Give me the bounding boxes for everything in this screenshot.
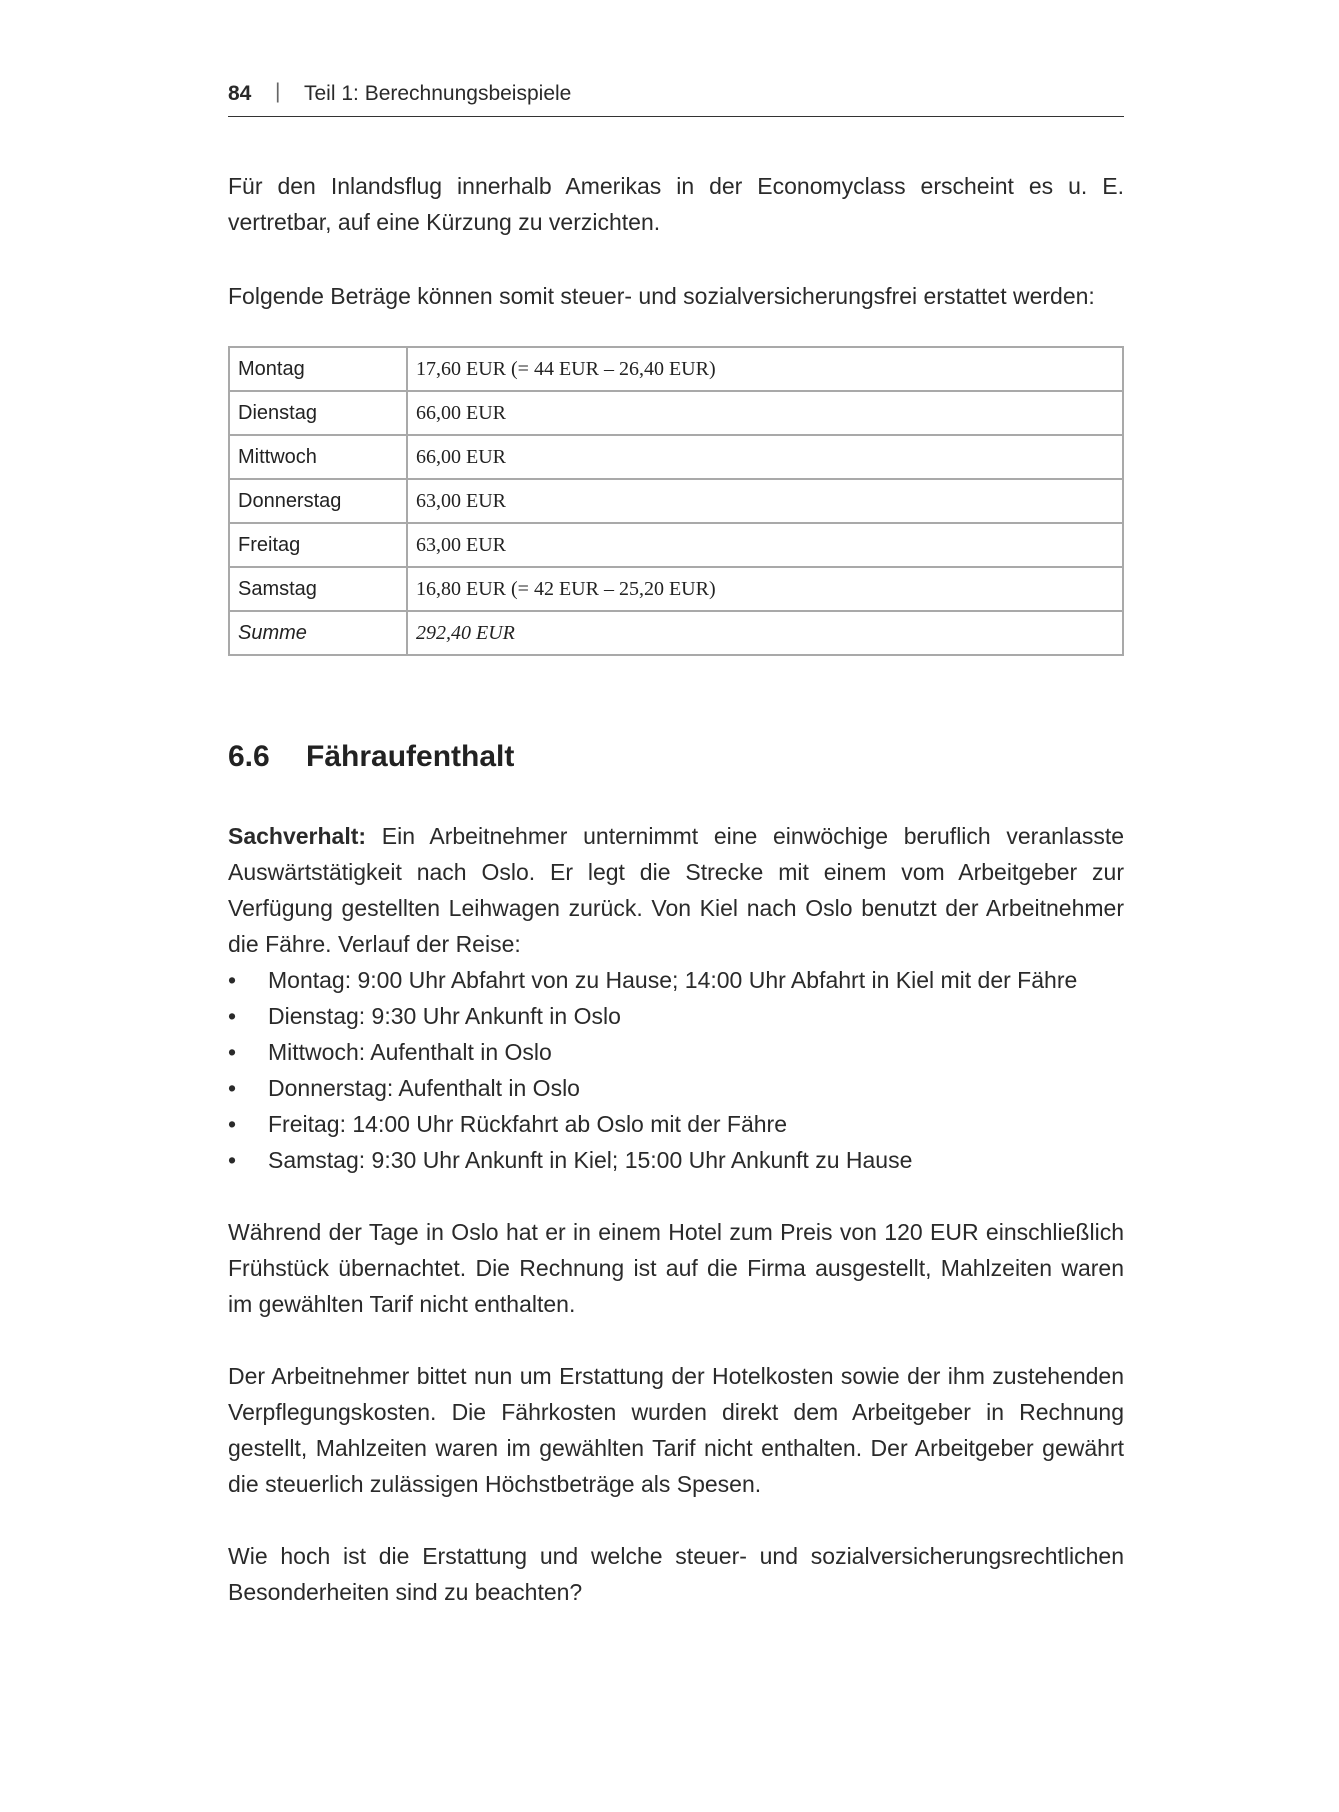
day-cell: Dienstag: [229, 391, 407, 435]
trip-itinerary-list: [228, 962, 1124, 1178]
day-cell: Mittwoch: [229, 435, 407, 479]
list-item-text: Dienstag: 9:30 Uhr Ankunft in Oslo: [268, 1003, 621, 1029]
facts-text: Ein Arbeitnehmer unternimmt eine einwöchige beruflich veranlasste Auswärtstätigkeit nach Oslo. Er legt die Strecke mit einem vom Arbeitgeber zur Verfügung gestellten Leihwagen zurück. Von Kiel nach Oslo benutzt der Arbeitnehmer die Fähre. Verlauf der Reise:: [228, 823, 1124, 957]
list-item-text: Montag: 9:00 Uhr Abfahrt von zu Hause; 14:00 Uhr Abfahrt in Kiel mit der Fähre: [268, 967, 1078, 993]
day-cell: Freitag: [229, 523, 407, 567]
reimbursement-table: [228, 346, 1124, 656]
section-title: Fähraufenthalt: [306, 740, 515, 773]
table-row: [229, 391, 1123, 435]
sum-label: Summe: [229, 611, 407, 655]
sum-row: [229, 611, 1123, 655]
running-title: Teil 1: Berechnungsbeispiele: [304, 82, 572, 105]
amount-cell: 16,80 EUR (= 42 EUR – 25,20 EUR): [407, 567, 1123, 611]
list-item-text: Mittwoch: Aufenthalt in Oslo: [268, 1039, 552, 1065]
table-intro-paragraph: Folgende Beträge können somit steuer- und sozialversicherungsfrei erstattet werden:: [228, 283, 1095, 309]
table-row: [229, 523, 1123, 567]
bullet-icon: •: [228, 1003, 237, 1029]
day-cell: Donnerstag: [229, 479, 407, 523]
page-header: [228, 78, 1124, 117]
list-item: [228, 1070, 1124, 1106]
day-cell: Samstag: [229, 567, 407, 611]
list-item: [228, 1034, 1124, 1070]
page-number: 84: [228, 82, 252, 105]
facts-paragraph: [228, 818, 1124, 962]
bullet-icon: •: [228, 967, 237, 993]
hotel-paragraph: Während der Tage in Oslo hat er in einem Hotel zum Preis von 120 EUR einschließlich Frühstück übernachtet. Die Rechnung ist auf die Firma ausgestellt, Mahlzeiten waren im gewählten Tarif nicht enthalten.: [228, 1219, 1124, 1317]
table-row: [229, 435, 1123, 479]
table-row: [229, 479, 1123, 523]
intro-paragraph: Für den Inlandsflug innerhalb Amerikas in der Economyclass erscheint es u. E. vertretbar, auf eine Kürzung zu verzichten.: [228, 173, 1124, 235]
bullet-icon: •: [228, 1039, 237, 1065]
list-item-text: Samstag: 9:30 Uhr Ankunft in Kiel; 15:00 Uhr Ankunft zu Hause: [268, 1147, 913, 1173]
table-row: [229, 347, 1123, 391]
amount-cell: 63,00 EUR: [407, 523, 1123, 567]
list-item: [228, 1142, 1124, 1178]
section-number: 6.6: [228, 740, 270, 773]
amount-cell: 66,00 EUR: [407, 391, 1123, 435]
question-paragraph: Wie hoch ist die Erstattung und welche steuer- und sozialversicherungsrechtlichen Besonderheiten sind zu beachten?: [228, 1543, 1124, 1605]
day-cell: Montag: [229, 347, 407, 391]
facts-lead: Sachverhalt:: [228, 823, 367, 849]
amount-cell: 66,00 EUR: [407, 435, 1123, 479]
bullet-icon: •: [228, 1111, 237, 1137]
section-heading: [228, 740, 514, 774]
list-item-text: Donnerstag: Aufenthalt in Oslo: [268, 1075, 580, 1101]
bullet-icon: •: [228, 1075, 237, 1101]
list-item: [228, 962, 1124, 998]
bullet-icon: •: [228, 1147, 237, 1173]
table-row: [229, 567, 1123, 611]
header-separator: |: [275, 80, 281, 103]
list-item: [228, 998, 1124, 1034]
amount-cell: 17,60 EUR (= 44 EUR – 26,40 EUR): [407, 347, 1123, 391]
request-paragraph: Der Arbeitnehmer bittet nun um Erstattung der Hotelkosten sowie der ihm zustehenden Verpflegungskosten. Die Fährkosten wurden direkt dem Arbeitgeber in Rechnung gestellt, Mahlzeiten waren im gewählten Tarif nicht enthalten. Der Arbeitgeber gewährt die steuerlich zulässigen Höchstbeträge als Spesen.: [228, 1363, 1124, 1497]
list-item-text: Freitag: 14:00 Uhr Rückfahrt ab Oslo mit der Fähre: [268, 1111, 787, 1137]
sum-amount: 292,40 EUR: [407, 611, 1123, 655]
amount-cell: 63,00 EUR: [407, 479, 1123, 523]
list-item: [228, 1106, 1124, 1142]
